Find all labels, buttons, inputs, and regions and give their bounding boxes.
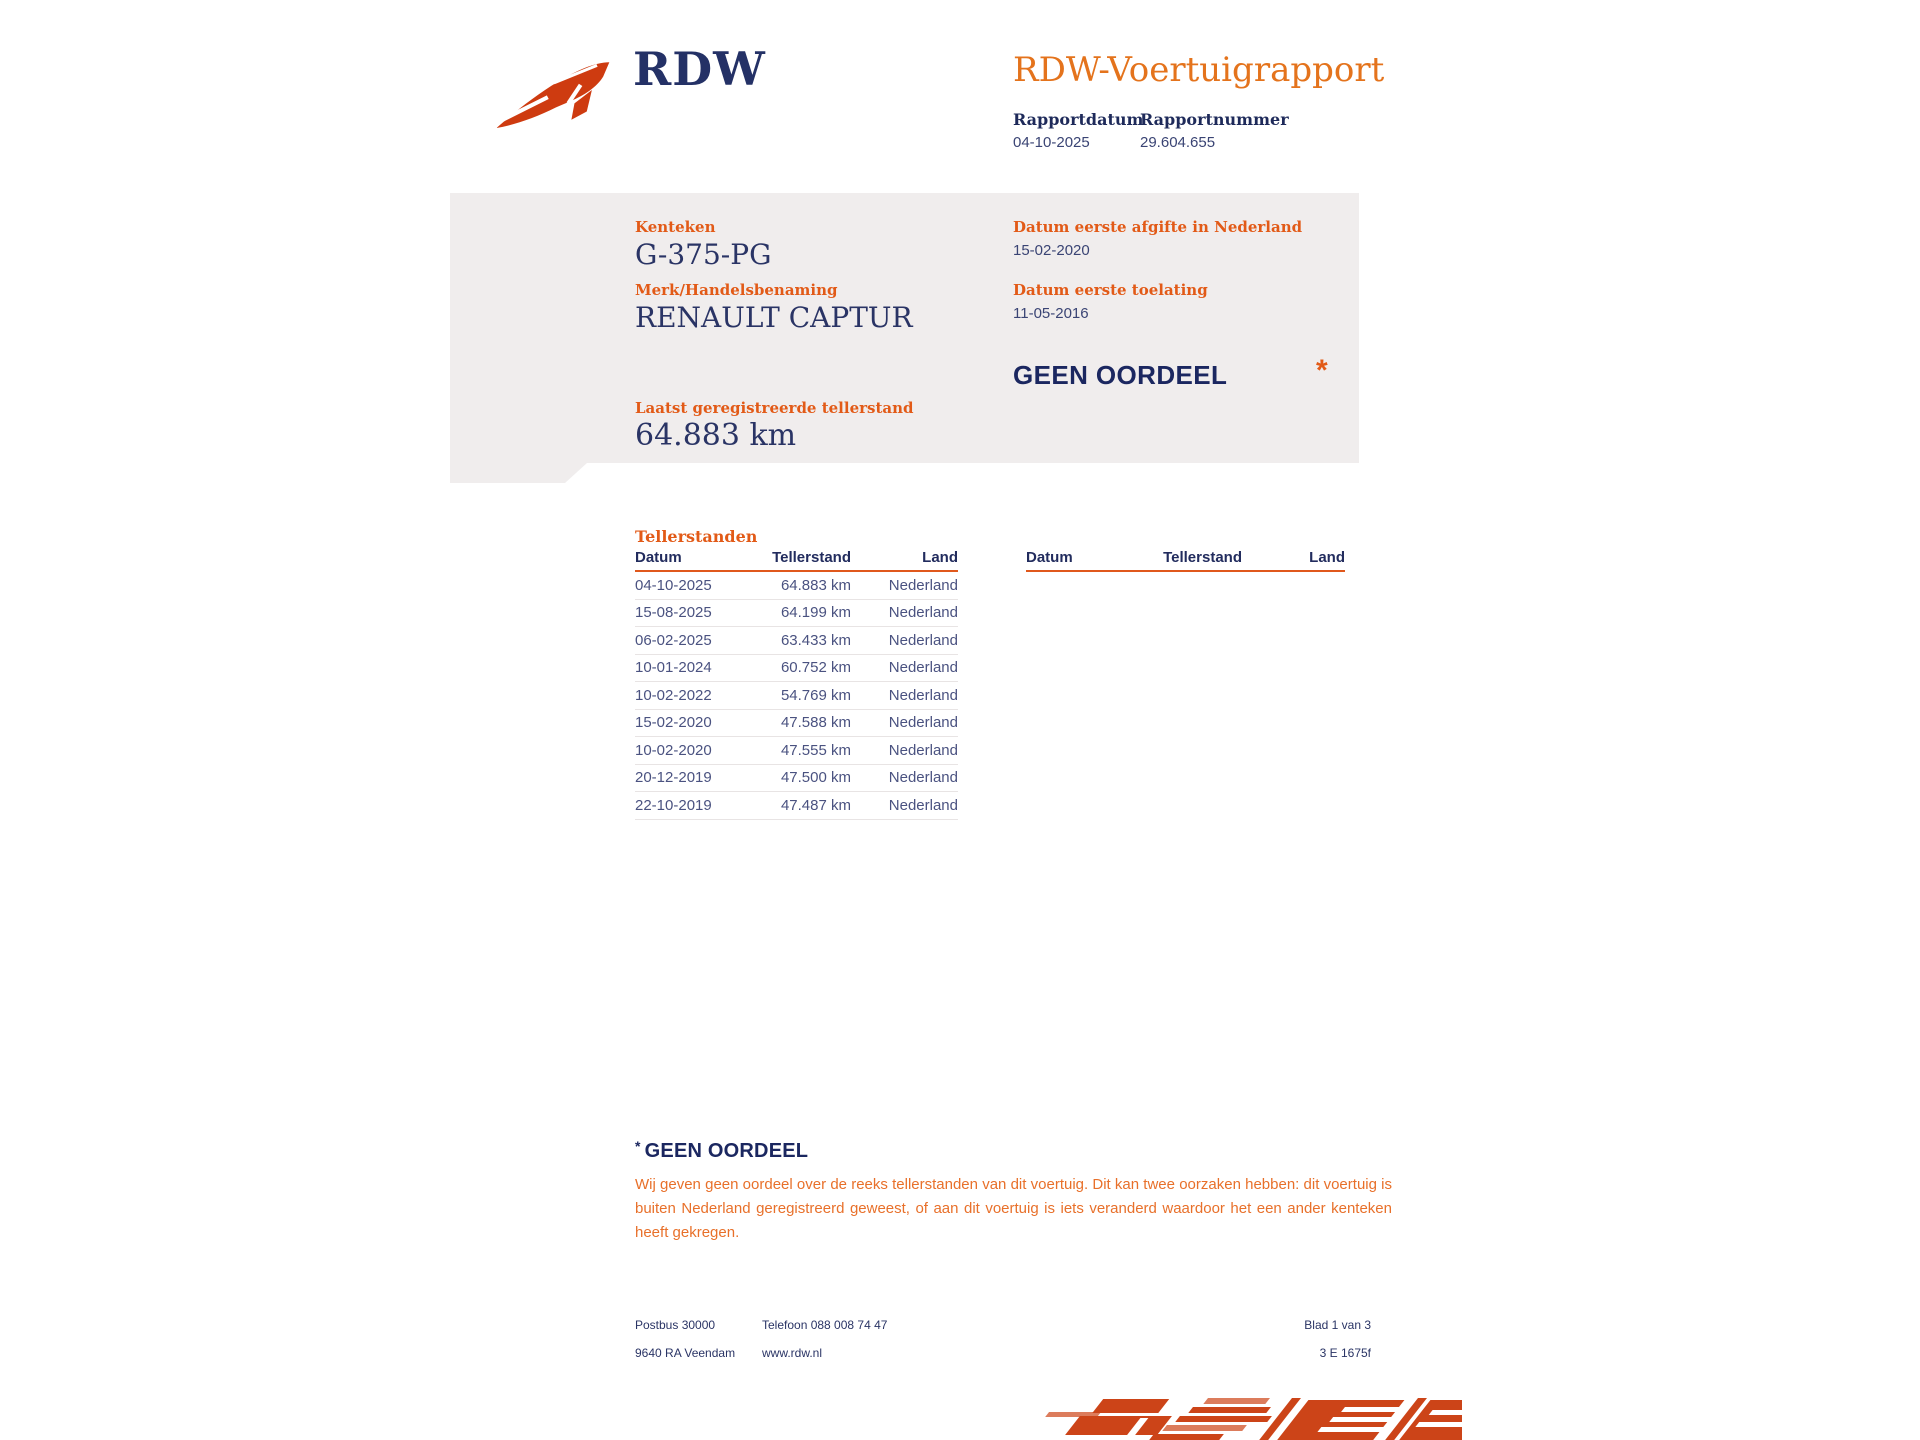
merk-value: RENAULT CAPTUR <box>635 301 913 334</box>
table-cell: 10-01-2024 <box>635 659 712 677</box>
table-cell: 15-08-2025 <box>635 604 712 622</box>
table-cell: Nederland <box>888 769 958 787</box>
tellerstanden-title: Tellerstanden <box>635 527 758 546</box>
table-row <box>635 600 958 628</box>
column-header-land: Land <box>922 549 958 566</box>
table-row <box>635 710 958 738</box>
table-cell: 64.199 km <box>780 604 851 622</box>
table-cell: Nederland <box>888 631 958 649</box>
table-cell: 64.883 km <box>780 576 851 594</box>
footnote-asterisk-icon: * <box>635 1138 641 1154</box>
column-header-tellerstand: Tellerstand <box>1163 549 1242 566</box>
vehicle-summary-box <box>450 193 1359 483</box>
table-cell: Nederland <box>888 741 958 759</box>
table-cell: 06-02-2025 <box>635 631 712 649</box>
table-cell: 47.588 km <box>780 714 851 732</box>
table-cell: Nederland <box>888 714 958 732</box>
table-cell: 63.433 km <box>780 631 851 649</box>
column-header-datum: Datum <box>635 549 682 566</box>
tellerstand-value: 64.883 km <box>635 418 797 453</box>
column-header-tellerstand: Tellerstand <box>772 549 851 566</box>
table-cell: Nederland <box>888 659 958 677</box>
footer-form-code: 3 E 1675f <box>1319 1346 1371 1360</box>
table-cell: 20-12-2019 <box>635 769 712 787</box>
verdict-text: GEEN OORDEEL <box>1013 360 1228 390</box>
rdw-logo-text: RDW <box>633 42 766 96</box>
table-cell: 60.752 km <box>780 659 851 677</box>
report-date-label: Rapportdatum <box>1013 110 1144 129</box>
table-cell: 47.555 km <box>780 741 851 759</box>
toelating-label: Datum eerste toelating <box>1013 281 1208 299</box>
table-cell: Nederland <box>888 796 958 814</box>
footnote-title <box>635 1138 1392 1163</box>
table-header-row <box>635 549 958 572</box>
mileage-table-left <box>635 549 958 820</box>
report-number-value: 29.604.655 <box>1140 134 1216 151</box>
footer-website: www.rdw.nl <box>762 1346 823 1360</box>
afgifte-value: 15-02-2020 <box>1013 242 1090 259</box>
footnote-paragraph: Wij geven geen oordeel over de reeks tellerstanden van dit voertuig. Dit kan twee oorzaken hebben: dit voertuig is buiten Nederland geregistreerd geweest, of aan dit voertuig is iets veranderd waardoor het een ander kenteken heeft gekregen. <box>635 1176 1392 1241</box>
footnote-title-text: GEEN OORDEEL <box>644 1140 809 1162</box>
footer-address-line1: Postbus 30000 <box>635 1318 716 1332</box>
asterisk-marker-icon: * <box>1316 354 1328 387</box>
column-header-datum: Datum <box>1026 549 1073 566</box>
table-header-row <box>1026 549 1345 572</box>
kenteken-value: G-375-PG <box>635 238 772 271</box>
table-row <box>635 737 958 765</box>
kenteken-label: Kenteken <box>635 218 716 236</box>
table-row <box>635 655 958 683</box>
table-body <box>635 572 958 820</box>
merk-label: Merk/Handelsbenaming <box>635 281 838 299</box>
table-row <box>635 682 958 710</box>
footnote-section <box>635 1138 1392 1245</box>
table-cell: 04-10-2025 <box>635 576 712 594</box>
speed-stripes-graphic <box>1030 1398 1462 1440</box>
table-cell: 47.487 km <box>780 796 851 814</box>
tellerstand-label: Laatst geregistreerde tellerstand <box>635 399 914 417</box>
table-cell: Nederland <box>888 576 958 594</box>
table-cell: 10-02-2022 <box>635 686 712 704</box>
footer-page-indicator: Blad 1 van 3 <box>1304 1318 1371 1332</box>
table-cell: 54.769 km <box>780 686 851 704</box>
mileage-table-right <box>1026 549 1345 572</box>
table-row <box>635 792 958 820</box>
toelating-value: 11-05-2016 <box>1013 305 1089 322</box>
column-header-land: Land <box>1309 549 1345 566</box>
footer-address-line2: 9640 RA Veendam <box>635 1346 736 1360</box>
table-row <box>635 572 958 600</box>
table-row <box>635 765 958 793</box>
table-cell: Nederland <box>888 686 958 704</box>
table-row <box>635 627 958 655</box>
afgifte-label: Datum eerste afgifte in Nederland <box>1013 218 1303 236</box>
table-cell: Nederland <box>888 604 958 622</box>
rdw-wing-logo-icon <box>494 50 618 130</box>
table-cell: 15-02-2020 <box>635 714 712 732</box>
page-title: RDW-Voertuigrapport <box>1013 50 1385 90</box>
report-number-label: Rapportnummer <box>1140 110 1289 129</box>
table-cell: 47.500 km <box>780 769 851 787</box>
table-cell: 22-10-2019 <box>635 796 712 814</box>
footer-phone: Telefoon 088 008 74 47 <box>762 1318 888 1332</box>
report-date-value: 04-10-2025 <box>1013 134 1090 151</box>
table-cell: 10-02-2020 <box>635 741 712 759</box>
